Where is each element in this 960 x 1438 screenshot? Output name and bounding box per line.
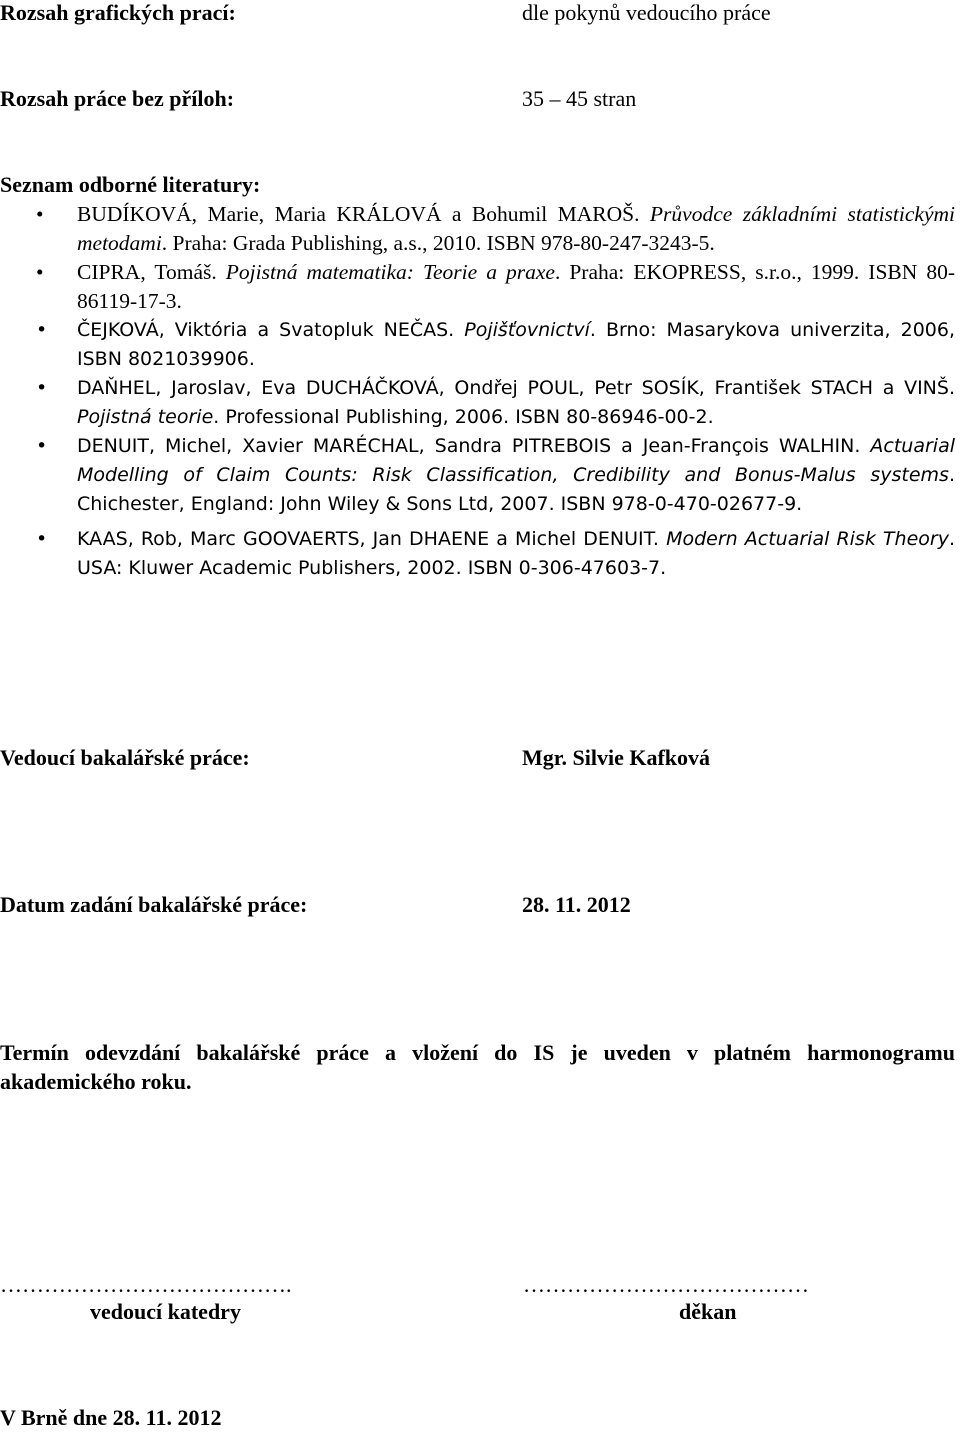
signature-line-head: …………………………………. bbox=[0, 1272, 292, 1297]
ref-authors: KAAS, Rob, Marc GOOVAERTS, Jan DHAENE a Michel DENUIT. bbox=[77, 528, 667, 550]
bullet-icon: • bbox=[36, 319, 48, 341]
ref-rest: . Professional Publishing, 2006. ISBN 80-86946-00-2. bbox=[213, 406, 714, 428]
graphics-scope-value: dle pokynů vedoucího práce bbox=[522, 0, 771, 25]
ref-authors: DENUIT, Michel, Xavier MARÉCHAL, Sandra PITREBOIS a Jean-François WALHIN. bbox=[77, 435, 871, 457]
bullet-icon: • bbox=[36, 260, 44, 284]
deadline-note: Termín odevzdání bakalářské práce a vložení do IS je uveden v platném harmonogramu akademického roku. bbox=[0, 1040, 955, 1094]
bullet-icon: • bbox=[36, 435, 48, 457]
list-item bbox=[0, 258, 955, 316]
ref-title: Modern Actuarial Risk Theory bbox=[666, 528, 949, 550]
ref-authors: DAŇHEL, Jaroslav, Eva DUCHÁČKOVÁ, Ondřej POUL, Petr SOSÍK, František STACH a VINŠ. bbox=[77, 377, 955, 399]
ref-rest: . Chichester, England: John Wiley & Sons Ltd, 2007. ISBN 978-0-470-02677-9. bbox=[77, 464, 955, 515]
bullet-icon: • bbox=[36, 202, 44, 226]
literature-list bbox=[0, 200, 955, 583]
ref-authors: BUDÍKOVÁ, Marie, Maria KRÁLOVÁ a Bohumil MAROŠ. bbox=[77, 202, 650, 226]
ref-rest: . USA: Kluwer Academic Publishers, 2002. ISBN 0-306-47603-7. bbox=[77, 528, 955, 579]
signature-label-head: vedoucí katedry bbox=[90, 1299, 241, 1324]
graphics-scope-label: Rozsah grafických prací: bbox=[0, 0, 236, 25]
ref-authors: ČEJKOVÁ, Viktória a Svatopluk NEČAS. bbox=[77, 319, 465, 341]
literature-heading: Seznam odborné literatury: bbox=[0, 172, 261, 197]
ref-authors: CIPRA, Tomáš. bbox=[77, 260, 226, 284]
supervisor-value: Mgr. Silvie Kafková bbox=[522, 745, 711, 770]
supervisor-label: Vedoucí bakalářské práce: bbox=[0, 745, 250, 770]
ref-title: Pojistná teorie bbox=[77, 406, 214, 428]
list-item bbox=[0, 374, 955, 432]
ref-title: Pojistná matematika: Teorie a praxe bbox=[225, 260, 555, 284]
list-item bbox=[0, 200, 955, 258]
ref-title: Actuarial Modelling of Claim Counts: Risk Classification, Credibility and Bonus-Malus systems bbox=[77, 435, 955, 486]
assignment-date-label: Datum zadání bakalářské práce: bbox=[0, 892, 308, 917]
ref-rest: . Praha: Grada Publishing, a.s., 2010. ISBN 978-80-247-3243-5. bbox=[161, 231, 715, 255]
list-item bbox=[0, 316, 955, 374]
place-date: V Brně dne 28. 11. 2012 bbox=[0, 1405, 222, 1430]
text-scope-value: 35 – 45 stran bbox=[522, 86, 637, 111]
text-scope-label: Rozsah práce bez příloh: bbox=[0, 86, 235, 111]
bullet-icon: • bbox=[36, 528, 48, 550]
ref-rest: . Praha: EKOPRESS, s.r.o., 1999. ISBN 80-86119-17-3. bbox=[77, 260, 955, 313]
signature-line-dean: ………………………………… bbox=[523, 1272, 809, 1297]
ref-title: Průvodce základními statistickými metodami bbox=[77, 202, 955, 255]
bullet-icon: • bbox=[36, 377, 48, 399]
list-item bbox=[0, 525, 955, 583]
ref-rest: . Brno: Masarykova univerzita, 2006, ISBN 8021039906. bbox=[77, 319, 956, 370]
assignment-date-value: 28. 11. 2012 bbox=[522, 892, 631, 917]
signature-label-dean: děkan bbox=[679, 1299, 737, 1324]
list-item bbox=[0, 432, 955, 519]
ref-title: Pojišťovnictví bbox=[464, 319, 590, 341]
